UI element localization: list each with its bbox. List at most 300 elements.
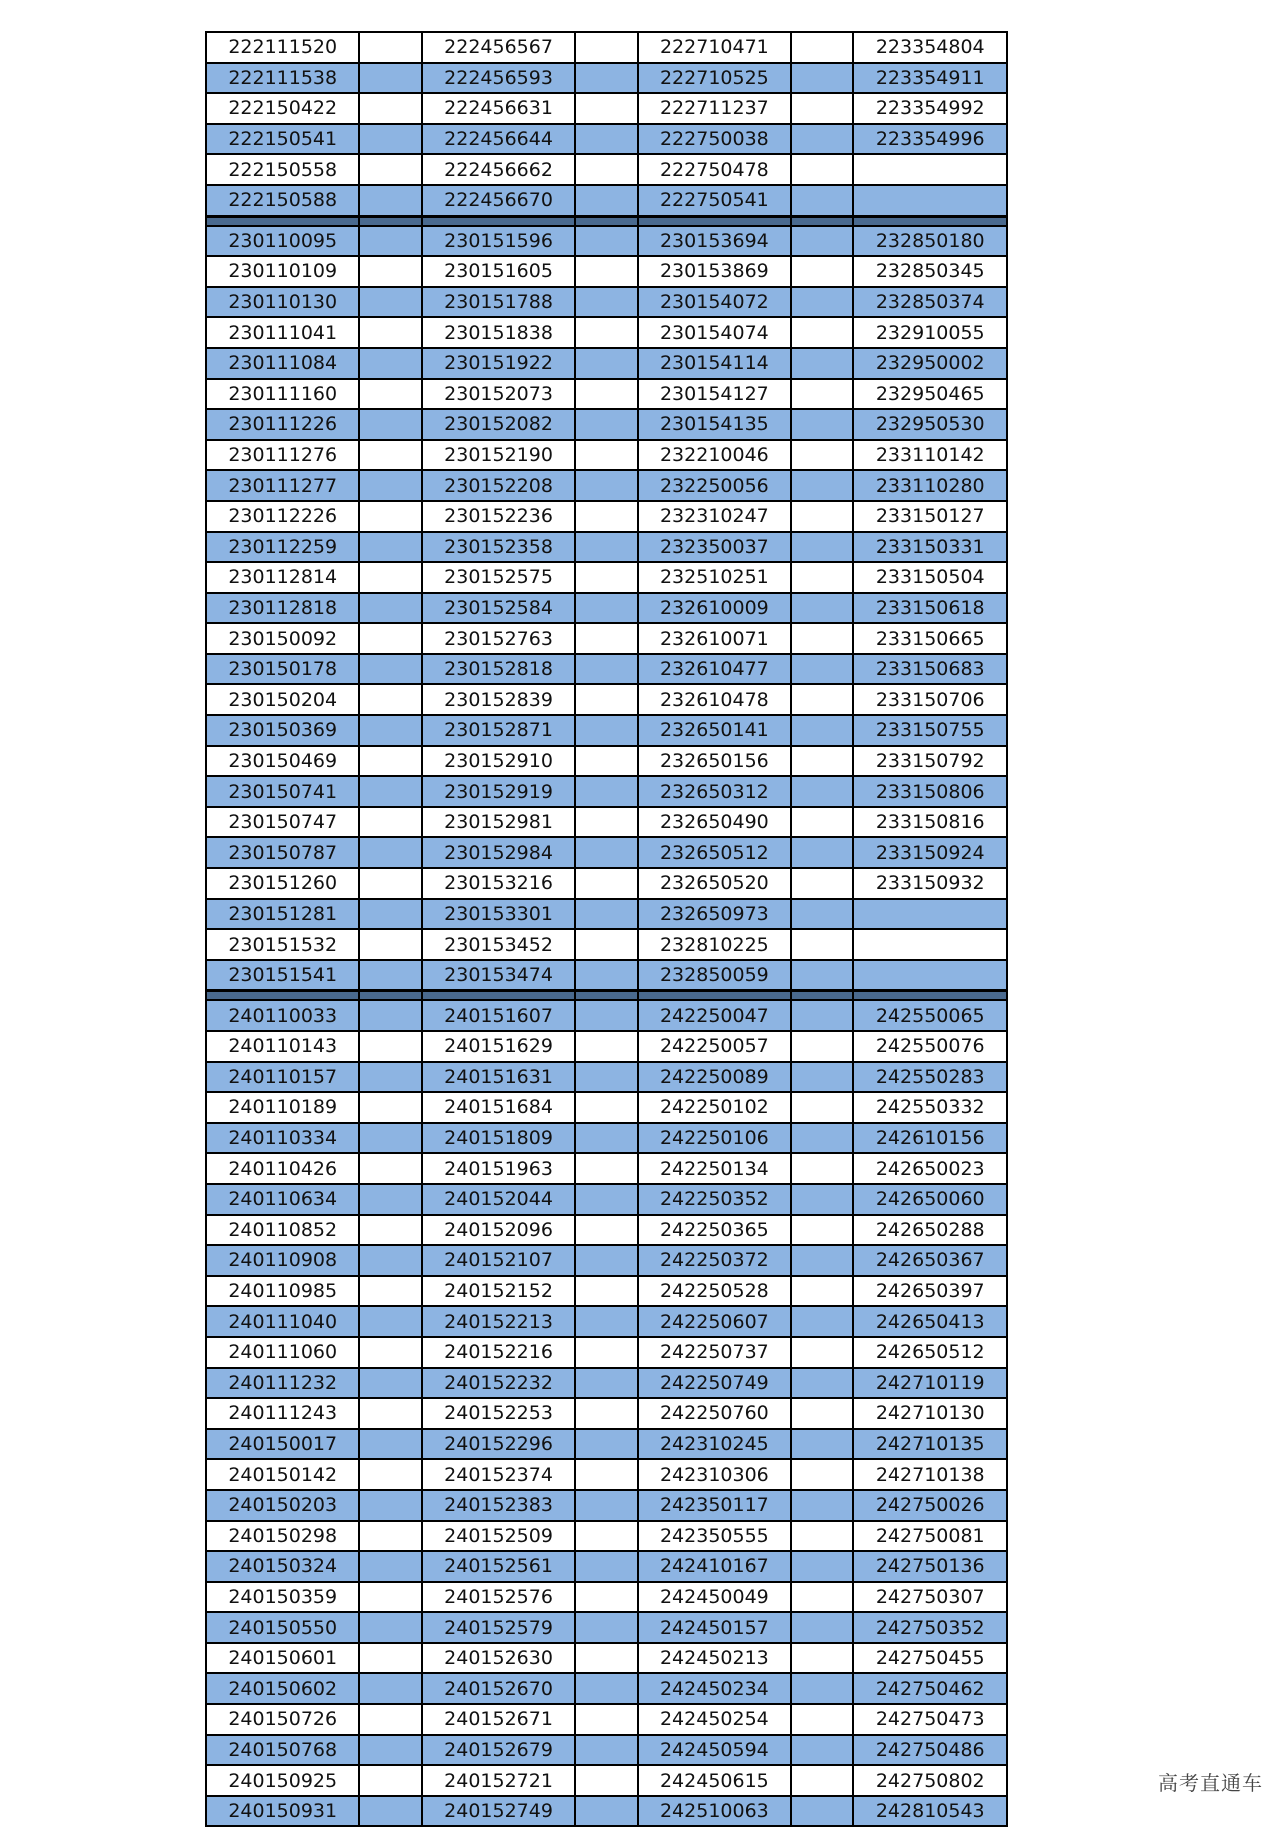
spacer-cell xyxy=(791,929,853,960)
id-cell: 233150127 xyxy=(853,501,1007,532)
id-cell: 240152630 xyxy=(422,1643,575,1674)
id-cell: 242450049 xyxy=(638,1582,791,1613)
id-cell: 242510063 xyxy=(638,1796,791,1827)
table-row xyxy=(206,1184,1007,1215)
id-cell: 232210046 xyxy=(638,440,791,471)
id-cell: 222456593 xyxy=(422,63,575,94)
spacer-cell xyxy=(791,1337,853,1368)
spacer-cell xyxy=(791,1153,853,1184)
id-cell: 242310245 xyxy=(638,1429,791,1460)
id-cell: 242250760 xyxy=(638,1398,791,1429)
id-cell: 240110985 xyxy=(206,1276,359,1307)
id-cell: 230151788 xyxy=(422,287,575,318)
spacer-cell xyxy=(359,317,421,348)
id-cell: 240152096 xyxy=(422,1215,575,1246)
watermark-text: 高考直通车 xyxy=(1158,1771,1263,1795)
id-cell: 242550065 xyxy=(853,1000,1007,1031)
id-cell xyxy=(853,185,1007,216)
id-cell: 232950465 xyxy=(853,379,1007,410)
id-cell: 230151281 xyxy=(206,899,359,930)
spacer-cell xyxy=(791,1796,853,1827)
spacer-cell xyxy=(791,1031,853,1062)
spacer-cell xyxy=(575,593,637,624)
id-cell: 240152561 xyxy=(422,1551,575,1582)
spacer-cell xyxy=(791,1612,853,1643)
id-cell: 242450234 xyxy=(638,1673,791,1704)
spacer-cell xyxy=(359,93,421,124)
id-cell: 233150618 xyxy=(853,593,1007,624)
spacer-cell xyxy=(575,715,637,746)
divider-cell xyxy=(359,216,421,226)
table-row xyxy=(206,1490,1007,1521)
id-cell: 230152871 xyxy=(422,715,575,746)
id-cell: 242750307 xyxy=(853,1582,1007,1613)
divider-cell xyxy=(638,991,791,1001)
spacer-cell xyxy=(575,562,637,593)
id-cell: 222456662 xyxy=(422,154,575,185)
table-row xyxy=(206,837,1007,868)
spacer-cell xyxy=(359,348,421,379)
id-cell: 240151631 xyxy=(422,1062,575,1093)
id-cell: 230151532 xyxy=(206,929,359,960)
spacer-cell xyxy=(575,1215,637,1246)
spacer-cell xyxy=(575,501,637,532)
spacer-cell xyxy=(575,1582,637,1613)
id-cell: 242250737 xyxy=(638,1337,791,1368)
id-cell: 240152107 xyxy=(422,1245,575,1276)
spacer-cell xyxy=(359,960,421,991)
id-cell: 230152910 xyxy=(422,746,575,777)
table-row xyxy=(206,93,1007,124)
id-cell: 242310306 xyxy=(638,1459,791,1490)
table-row xyxy=(206,1765,1007,1796)
spacer-cell xyxy=(575,1643,637,1674)
spacer-cell xyxy=(359,1551,421,1582)
spacer-cell xyxy=(791,1429,853,1460)
spacer-cell xyxy=(359,501,421,532)
id-cell: 222750038 xyxy=(638,124,791,155)
id-cell: 240110908 xyxy=(206,1245,359,1276)
spacer-cell xyxy=(575,1031,637,1062)
spacer-cell xyxy=(575,1306,637,1337)
id-cell: 242750136 xyxy=(853,1551,1007,1582)
id-cell: 232610477 xyxy=(638,654,791,685)
spacer-cell xyxy=(791,1704,853,1735)
id-cell: 230150204 xyxy=(206,684,359,715)
id-cell: 230154072 xyxy=(638,287,791,318)
table-row xyxy=(206,562,1007,593)
id-cell: 240150017 xyxy=(206,1429,359,1460)
id-cell: 242250047 xyxy=(638,1000,791,1031)
table-row xyxy=(206,593,1007,624)
table-row xyxy=(206,654,1007,685)
id-cell: 240152383 xyxy=(422,1490,575,1521)
id-cell: 223354992 xyxy=(853,93,1007,124)
id-cell: 232850180 xyxy=(853,226,1007,257)
spacer-cell xyxy=(575,1796,637,1827)
spacer-cell xyxy=(359,154,421,185)
id-cell: 242250089 xyxy=(638,1062,791,1093)
spacer-cell xyxy=(575,1337,637,1368)
spacer-cell xyxy=(791,409,853,440)
id-cell: 230111084 xyxy=(206,348,359,379)
table-row xyxy=(206,746,1007,777)
id-cell: 242250372 xyxy=(638,1245,791,1276)
id-cell: 240111040 xyxy=(206,1306,359,1337)
spacer-cell xyxy=(791,63,853,94)
spacer-cell xyxy=(575,124,637,155)
id-cell: 242650367 xyxy=(853,1245,1007,1276)
id-cell: 242250106 xyxy=(638,1123,791,1154)
group-divider xyxy=(206,216,1007,226)
id-cell: 232310247 xyxy=(638,501,791,532)
id-cell: 240150925 xyxy=(206,1765,359,1796)
spacer-cell xyxy=(791,226,853,257)
divider-cell xyxy=(575,991,637,1001)
id-cell: 242450254 xyxy=(638,1704,791,1735)
id-cell: 240150324 xyxy=(206,1551,359,1582)
table-row xyxy=(206,684,1007,715)
id-cell: 240110852 xyxy=(206,1215,359,1246)
id-cell xyxy=(853,929,1007,960)
id-cell: 233110280 xyxy=(853,470,1007,501)
table-row xyxy=(206,1551,1007,1582)
spacer-cell xyxy=(575,776,637,807)
group-divider xyxy=(206,991,1007,1001)
id-cell: 230152190 xyxy=(422,440,575,471)
spacer-cell xyxy=(791,93,853,124)
spacer-cell xyxy=(359,185,421,216)
id-cell: 230152981 xyxy=(422,807,575,838)
spacer-cell xyxy=(575,409,637,440)
id-cell: 230153301 xyxy=(422,899,575,930)
table-row xyxy=(206,1796,1007,1827)
id-cell: 222710525 xyxy=(638,63,791,94)
id-cell: 242550283 xyxy=(853,1062,1007,1093)
table-row xyxy=(206,1459,1007,1490)
spacer-cell xyxy=(359,470,421,501)
spacer-cell xyxy=(791,1092,853,1123)
spacer-cell xyxy=(791,1368,853,1399)
spacer-cell xyxy=(575,1184,637,1215)
id-cell: 240152579 xyxy=(422,1612,575,1643)
id-cell: 222150588 xyxy=(206,185,359,216)
divider-cell xyxy=(359,991,421,1001)
spacer-cell xyxy=(791,1765,853,1796)
spacer-cell xyxy=(359,1459,421,1490)
id-cell: 240151629 xyxy=(422,1031,575,1062)
id-cell: 240151684 xyxy=(422,1092,575,1123)
spacer-cell xyxy=(575,1000,637,1031)
id-cell: 223354996 xyxy=(853,124,1007,155)
spacer-cell xyxy=(359,1429,421,1460)
id-cell: 240151809 xyxy=(422,1123,575,1154)
id-cell: 230111041 xyxy=(206,317,359,348)
id-cell: 242750462 xyxy=(853,1673,1007,1704)
spacer-cell xyxy=(575,1276,637,1307)
id-cell: 240152152 xyxy=(422,1276,575,1307)
id-cell: 230152236 xyxy=(422,501,575,532)
id-cell: 242650023 xyxy=(853,1153,1007,1184)
spacer-cell xyxy=(791,256,853,287)
id-cell: 240110157 xyxy=(206,1062,359,1093)
id-cell: 240150142 xyxy=(206,1459,359,1490)
spacer-cell xyxy=(791,317,853,348)
spacer-cell xyxy=(791,532,853,563)
spacer-cell xyxy=(791,746,853,777)
spacer-cell xyxy=(791,470,853,501)
spacer-cell xyxy=(359,287,421,318)
spacer-cell xyxy=(359,63,421,94)
table-row xyxy=(206,1582,1007,1613)
table-row xyxy=(206,1521,1007,1552)
spacer-cell xyxy=(791,348,853,379)
id-cell: 240150602 xyxy=(206,1673,359,1704)
id-cell: 230154135 xyxy=(638,409,791,440)
id-cell: 242550332 xyxy=(853,1092,1007,1123)
spacer-cell xyxy=(791,1490,853,1521)
spacer-cell xyxy=(575,1490,637,1521)
spacer-cell xyxy=(791,807,853,838)
id-cell: 222456670 xyxy=(422,185,575,216)
id-cell: 242610156 xyxy=(853,1123,1007,1154)
id-cell: 222711237 xyxy=(638,93,791,124)
id-cell: 230152818 xyxy=(422,654,575,685)
id-cell: 233150683 xyxy=(853,654,1007,685)
divider-cell xyxy=(638,216,791,226)
table-row xyxy=(206,185,1007,216)
id-cell: 242250057 xyxy=(638,1031,791,1062)
table-row xyxy=(206,1429,1007,1460)
table-row xyxy=(206,1704,1007,1735)
table-row xyxy=(206,960,1007,991)
id-cell: 232850345 xyxy=(853,256,1007,287)
id-cell: 232650490 xyxy=(638,807,791,838)
id-cell: 232810225 xyxy=(638,929,791,960)
id-cell: 230152208 xyxy=(422,470,575,501)
id-cell: 242450213 xyxy=(638,1643,791,1674)
spacer-cell xyxy=(791,623,853,654)
spacer-cell xyxy=(791,1123,853,1154)
spacer-cell xyxy=(791,1735,853,1766)
spacer-cell xyxy=(359,899,421,930)
spacer-cell xyxy=(359,1245,421,1276)
id-cell: 242250607 xyxy=(638,1306,791,1337)
spacer-cell xyxy=(791,1245,853,1276)
table-body xyxy=(206,32,1007,1826)
id-cell: 242410167 xyxy=(638,1551,791,1582)
spacer-cell xyxy=(359,562,421,593)
id-cell: 240110033 xyxy=(206,1000,359,1031)
id-cell: 230150178 xyxy=(206,654,359,685)
spacer-cell xyxy=(359,1612,421,1643)
spacer-cell xyxy=(359,1000,421,1031)
id-cell: 222150541 xyxy=(206,124,359,155)
spacer-cell xyxy=(359,1521,421,1552)
id-cell: 242250528 xyxy=(638,1276,791,1307)
spacer-cell xyxy=(575,868,637,899)
spacer-cell xyxy=(575,1368,637,1399)
id-cell: 232250056 xyxy=(638,470,791,501)
id-cell: 242750081 xyxy=(853,1521,1007,1552)
spacer-cell xyxy=(575,154,637,185)
id-cell: 240111243 xyxy=(206,1398,359,1429)
spacer-cell xyxy=(359,1735,421,1766)
table-row xyxy=(206,899,1007,930)
spacer-cell xyxy=(359,654,421,685)
spacer-cell xyxy=(359,1368,421,1399)
id-cell: 242710135 xyxy=(853,1429,1007,1460)
table-row xyxy=(206,470,1007,501)
spacer-cell xyxy=(791,654,853,685)
id-cell: 242250365 xyxy=(638,1215,791,1246)
spacer-cell xyxy=(575,837,637,868)
id-cell: 230112818 xyxy=(206,593,359,624)
spacer-cell xyxy=(359,1153,421,1184)
id-cell: 242450615 xyxy=(638,1765,791,1796)
table-row xyxy=(206,317,1007,348)
spacer-cell xyxy=(575,746,637,777)
id-cell: 230110109 xyxy=(206,256,359,287)
spacer-cell xyxy=(791,501,853,532)
id-cell: 230150092 xyxy=(206,623,359,654)
divider-cell xyxy=(791,991,853,1001)
spacer-cell xyxy=(575,287,637,318)
id-cell: 233150932 xyxy=(853,868,1007,899)
id-cell: 240152679 xyxy=(422,1735,575,1766)
id-cell: 232950002 xyxy=(853,348,1007,379)
table-row xyxy=(206,256,1007,287)
id-cell: 242750473 xyxy=(853,1704,1007,1735)
spacer-cell xyxy=(359,1184,421,1215)
table-row xyxy=(206,1673,1007,1704)
id-cell: 242810543 xyxy=(853,1796,1007,1827)
spacer-cell xyxy=(359,1704,421,1735)
spacer-cell xyxy=(791,1306,853,1337)
spacer-cell xyxy=(575,93,637,124)
spacer-cell xyxy=(791,1551,853,1582)
id-cell: 230150787 xyxy=(206,837,359,868)
spacer-cell xyxy=(791,185,853,216)
spacer-cell xyxy=(791,154,853,185)
id-cell: 240150550 xyxy=(206,1612,359,1643)
spacer-cell xyxy=(575,1704,637,1735)
id-cell: 232650973 xyxy=(638,899,791,930)
id-cell: 242450594 xyxy=(638,1735,791,1766)
id-cell: 230151541 xyxy=(206,960,359,991)
table-row xyxy=(206,623,1007,654)
id-cell: 242250352 xyxy=(638,1184,791,1215)
id-cell: 230154114 xyxy=(638,348,791,379)
id-cell: 230154074 xyxy=(638,317,791,348)
id-cell: 232850059 xyxy=(638,960,791,991)
id-number-table xyxy=(205,31,1008,1827)
divider-cell xyxy=(206,216,359,226)
spacer-cell xyxy=(359,1123,421,1154)
id-cell: 222750541 xyxy=(638,185,791,216)
id-cell: 242250749 xyxy=(638,1368,791,1399)
spacer-cell xyxy=(575,185,637,216)
id-cell: 232610478 xyxy=(638,684,791,715)
table-row xyxy=(206,1153,1007,1184)
divider-cell xyxy=(791,216,853,226)
id-cell: 233150706 xyxy=(853,684,1007,715)
id-cell: 230110095 xyxy=(206,226,359,257)
id-cell: 232610009 xyxy=(638,593,791,624)
spacer-cell xyxy=(791,1062,853,1093)
spacer-cell xyxy=(791,1643,853,1674)
id-cell: 242650413 xyxy=(853,1306,1007,1337)
id-cell: 233150331 xyxy=(853,532,1007,563)
table-row xyxy=(206,1368,1007,1399)
spacer-cell xyxy=(791,1184,853,1215)
id-cell: 240150726 xyxy=(206,1704,359,1735)
spacer-cell xyxy=(575,1062,637,1093)
id-cell: 222456644 xyxy=(422,124,575,155)
spacer-cell xyxy=(359,1582,421,1613)
spacer-cell xyxy=(575,317,637,348)
spacer-cell xyxy=(359,1215,421,1246)
id-cell: 240111232 xyxy=(206,1368,359,1399)
table-row xyxy=(206,807,1007,838)
spacer-cell xyxy=(359,746,421,777)
id-cell: 232910055 xyxy=(853,317,1007,348)
divider-cell xyxy=(206,991,359,1001)
spacer-cell xyxy=(791,1215,853,1246)
id-cell: 230153216 xyxy=(422,868,575,899)
spacer-cell xyxy=(791,837,853,868)
divider-cell xyxy=(575,216,637,226)
id-cell: 233150816 xyxy=(853,807,1007,838)
spacer-cell xyxy=(359,379,421,410)
id-cell: 240110189 xyxy=(206,1092,359,1123)
spacer-cell xyxy=(791,715,853,746)
id-cell xyxy=(853,154,1007,185)
spacer-cell xyxy=(359,807,421,838)
spacer-cell xyxy=(359,1062,421,1093)
spacer-cell xyxy=(791,379,853,410)
spacer-cell xyxy=(791,1521,853,1552)
id-cell: 230150369 xyxy=(206,715,359,746)
spacer-cell xyxy=(575,1521,637,1552)
id-cell: 242350117 xyxy=(638,1490,791,1521)
id-cell: 230151838 xyxy=(422,317,575,348)
spacer-cell xyxy=(575,1765,637,1796)
spacer-cell xyxy=(575,929,637,960)
divider-cell xyxy=(422,216,575,226)
id-cell: 230152073 xyxy=(422,379,575,410)
id-cell: 240111060 xyxy=(206,1337,359,1368)
spacer-cell xyxy=(359,1673,421,1704)
id-cell: 230112814 xyxy=(206,562,359,593)
spacer-cell xyxy=(791,440,853,471)
table-row xyxy=(206,1306,1007,1337)
id-cell: 242750455 xyxy=(853,1643,1007,1674)
id-cell: 240152296 xyxy=(422,1429,575,1460)
id-cell: 240110334 xyxy=(206,1123,359,1154)
id-cell: 230152919 xyxy=(422,776,575,807)
table-row xyxy=(206,63,1007,94)
id-cell: 230151605 xyxy=(422,256,575,287)
spacer-cell xyxy=(791,287,853,318)
id-cell: 240152044 xyxy=(422,1184,575,1215)
id-cell: 230151260 xyxy=(206,868,359,899)
spacer-cell xyxy=(575,623,637,654)
spacer-cell xyxy=(575,684,637,715)
spacer-cell xyxy=(791,1459,853,1490)
id-cell: 242650512 xyxy=(853,1337,1007,1368)
spacer-cell xyxy=(791,1000,853,1031)
